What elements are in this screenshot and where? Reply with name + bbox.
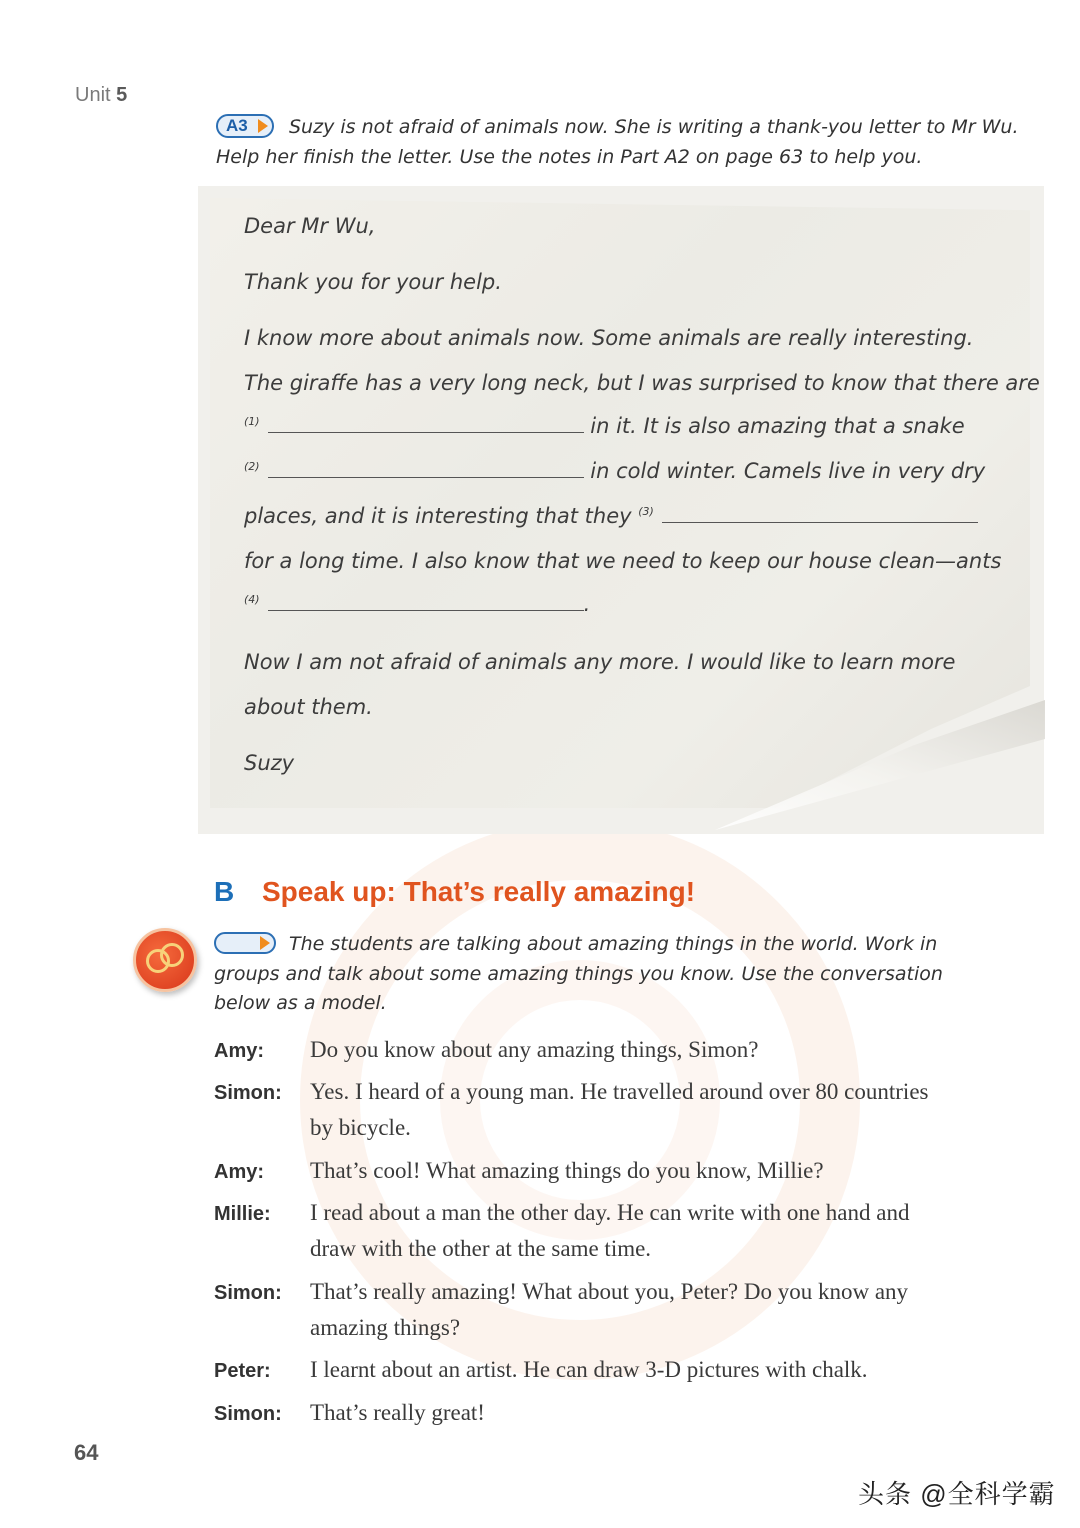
- blank2-number: (2): [244, 460, 260, 473]
- letter-greeting: Dear Mr Wu,: [244, 214, 376, 238]
- dialogue-line: Do you know about any amazing things, Simon?: [310, 1037, 759, 1062]
- section-b-instruction-line2: groups and talk about some amazing things you know. Use the conversation: [214, 963, 943, 985]
- a3-instruction-line1: Suzy is not afraid of animals now. She is writing a thank-you letter to Mr Wu.: [289, 116, 1019, 138]
- letter-line5: [244, 504, 978, 528]
- section-b-badge: [214, 932, 276, 954]
- section-b-letter: B: [214, 876, 235, 907]
- letter-line4-text: in cold winter. Camels live in very dry: [590, 459, 986, 483]
- dialogue-speaker: Simon:: [214, 1082, 282, 1104]
- source-watermark: 头条 @全科学霸: [858, 1479, 1056, 1509]
- section-b-instruction-line1: The students are talking about amazing things in the world. Work in: [289, 933, 938, 955]
- letter-line1: I know more about animals now. Some animals are really interesting.: [244, 326, 974, 350]
- letter-line7: [244, 592, 590, 616]
- blank2-field[interactable]: [268, 463, 584, 478]
- speak-up-icon: [133, 928, 197, 992]
- letter-line6: for a long time. I also know that we need to keep our house clean—ants: [244, 549, 1002, 573]
- play-arrow-icon: [260, 936, 270, 950]
- blank3-number: (3): [638, 505, 654, 518]
- unit-word: Unit: [75, 84, 111, 106]
- dialogue-speaker: Peter:: [214, 1360, 271, 1382]
- page-number: 64: [74, 1440, 99, 1465]
- dialogue-speaker: Amy:: [214, 1161, 265, 1183]
- blank4-field[interactable]: [268, 596, 584, 611]
- dialogue-speaker: Simon:: [214, 1282, 282, 1304]
- a3-badge: [216, 114, 274, 138]
- dialogue-speaker: Millie:: [214, 1203, 271, 1225]
- unit-label: [75, 84, 127, 107]
- dialogue-line: Yes. I heard of a young man. He travelled around over 80 countries by bicycle.: [310, 1079, 929, 1140]
- letter-para2-line2: about them.: [244, 695, 373, 719]
- dialogue-line: I read about a man the other day. He can write with one hand and draw with the other at the same time.: [310, 1200, 910, 1261]
- dialogue-line: That’s really great!: [310, 1400, 485, 1425]
- letter-para2-line1: Now I am not afraid of animals any more. I would like to learn more: [244, 650, 956, 674]
- blank1-number: (1): [244, 415, 260, 428]
- section-b-instruction-line3: below as a model.: [214, 992, 387, 1014]
- letter-line3-text: in it. It is also amazing that a snake: [590, 414, 965, 438]
- letter-line2: The giraffe has a very long neck, but I was surprised to know that there are: [244, 371, 1040, 395]
- dialogue-speaker: Amy:: [214, 1040, 265, 1062]
- unit-number: 5: [116, 84, 128, 106]
- blank1-field[interactable]: [268, 418, 584, 433]
- letter-line5-text: places, and it is interesting that they: [244, 504, 632, 528]
- blank4-number: (4): [244, 593, 260, 606]
- a3-instruction-line2: Help her finish the letter. Use the notes in Part A2 on page 63 to help you.: [216, 146, 923, 168]
- dialogue-line: That’s cool! What amazing things do you know, Millie?: [310, 1158, 824, 1183]
- letter-line4: [244, 459, 985, 483]
- dialogue-speaker: Simon:: [214, 1403, 282, 1425]
- play-arrow-icon: [258, 119, 268, 133]
- dialogue-line: That’s really amazing! What about you, Peter? Do you know any amazing things?: [310, 1279, 909, 1340]
- blank4-period: .: [583, 592, 591, 616]
- blank3-field[interactable]: [662, 508, 978, 523]
- letter-line3: [244, 414, 965, 438]
- letter-thanks: Thank you for your help.: [244, 270, 502, 294]
- a3-badge-label: A3: [226, 116, 248, 135]
- letter-signature: Suzy: [244, 751, 295, 775]
- section-b-title: Speak up: That’s really amazing!: [262, 876, 696, 907]
- dialogue-line: I learnt about an artist. He can draw 3-D pictures with chalk.: [310, 1357, 868, 1382]
